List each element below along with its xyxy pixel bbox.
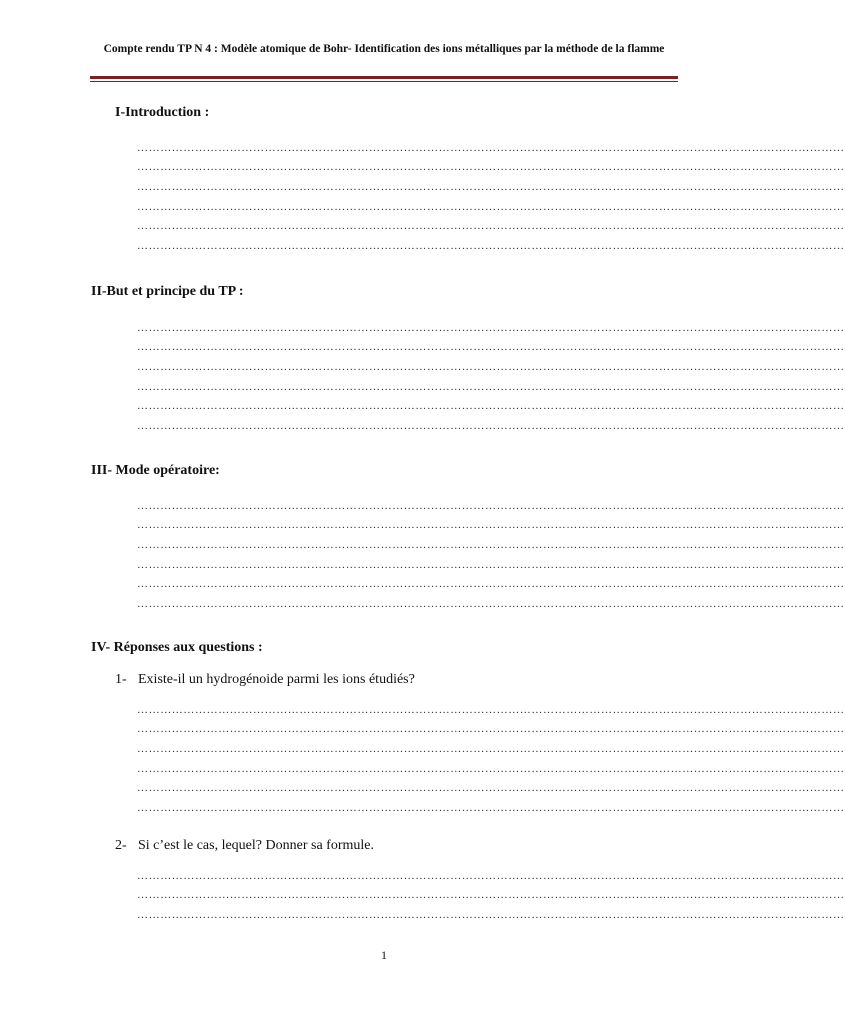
dotted-answer-line: ………………………………………………………………………………………………………………………………………………………………… <box>137 200 845 213</box>
section-title-but-principe: II-But et principe du TP : <box>91 284 244 299</box>
question-2 <box>115 838 374 854</box>
dotted-answer-line: ………………………………………………………………………………………………………………………………………………………………… <box>137 141 845 154</box>
dotted-answer-line: ………………………………………………………………………………………………………………………………………………………………… <box>137 743 845 756</box>
dotted-answer-line: ………………………………………………………………………………………………………………………………………………………………… <box>137 558 845 571</box>
question-2-text: Si c’est le cas, lequel? Donner sa formule. <box>138 838 374 853</box>
section-title-reponses: IV- Réponses aux questions : <box>91 640 263 655</box>
dotted-answer-line: ………………………………………………………………………………………………………………………………………………………………… <box>137 181 845 194</box>
answer-area-but-principe <box>137 314 845 433</box>
dotted-answer-line: ………………………………………………………………………………………………………………………………………………………………… <box>137 598 845 611</box>
answer-area-mode-operatoire <box>137 492 845 611</box>
page-number: 1 <box>381 948 387 962</box>
dotted-answer-line: ………………………………………………………………………………………………………………………………………………………………… <box>137 161 845 174</box>
dotted-answer-line: ………………………………………………………………………………………………………………………………………………………………… <box>137 869 845 882</box>
question-1 <box>115 672 415 688</box>
header-rule-thick <box>90 76 678 79</box>
dotted-answer-line: ………………………………………………………………………………………………………………………………………………………………… <box>137 909 845 922</box>
section-title-introduction: I-Introduction : <box>115 105 210 120</box>
dotted-answer-line: ………………………………………………………………………………………………………………………………………………………………… <box>137 380 845 393</box>
dotted-answer-line: ………………………………………………………………………………………………………………………………………………………………… <box>137 539 845 552</box>
section-title-mode-operatoire: III- Mode opératoire: <box>91 463 220 478</box>
dotted-answer-line: ………………………………………………………………………………………………………………………………………………………………… <box>137 782 845 795</box>
dotted-answer-line: ………………………………………………………………………………………………………………………………………………………………… <box>137 341 845 354</box>
question-1-text: Existe-il un hydrogénoide parmi les ions étudiés? <box>138 672 415 687</box>
dotted-answer-line: ………………………………………………………………………………………………………………………………………………………………… <box>137 519 845 532</box>
question-2-number: 2- <box>115 838 127 853</box>
dotted-answer-line: ………………………………………………………………………………………………………………………………………………………………… <box>137 802 845 815</box>
dotted-answer-line: ………………………………………………………………………………………………………………………………………………………………… <box>137 762 845 775</box>
answer-area-introduction <box>137 134 845 253</box>
dotted-answer-line: ………………………………………………………………………………………………………………………………………………………………… <box>137 889 845 902</box>
answer-area-question-2 <box>137 862 845 922</box>
dotted-answer-line: ………………………………………………………………………………………………………………………………………………………………… <box>137 703 845 716</box>
question-1-number: 1- <box>115 672 127 687</box>
dotted-answer-line: ………………………………………………………………………………………………………………………………………………………………… <box>137 578 845 591</box>
answer-area-question-1 <box>137 696 845 815</box>
dotted-answer-line: ………………………………………………………………………………………………………………………………………………………………… <box>137 499 845 512</box>
header-rule-thin <box>90 81 678 82</box>
dotted-answer-line: ………………………………………………………………………………………………………………………………………………………………… <box>137 400 845 413</box>
page-header-title: Compte rendu TP N 4 : Modèle atomique de Bohr- Identification des ions métalliques par la méthode de la flamme <box>103 43 665 55</box>
dotted-answer-line: ………………………………………………………………………………………………………………………………………………………………… <box>137 361 845 374</box>
dotted-answer-line: ………………………………………………………………………………………………………………………………………………………………… <box>137 723 845 736</box>
dotted-answer-line: ………………………………………………………………………………………………………………………………………………………………… <box>137 240 845 253</box>
dotted-answer-line: ………………………………………………………………………………………………………………………………………………………………… <box>137 220 845 233</box>
dotted-answer-line: ………………………………………………………………………………………………………………………………………………………………… <box>137 321 845 334</box>
dotted-answer-line: ………………………………………………………………………………………………………………………………………………………………… <box>137 420 845 433</box>
